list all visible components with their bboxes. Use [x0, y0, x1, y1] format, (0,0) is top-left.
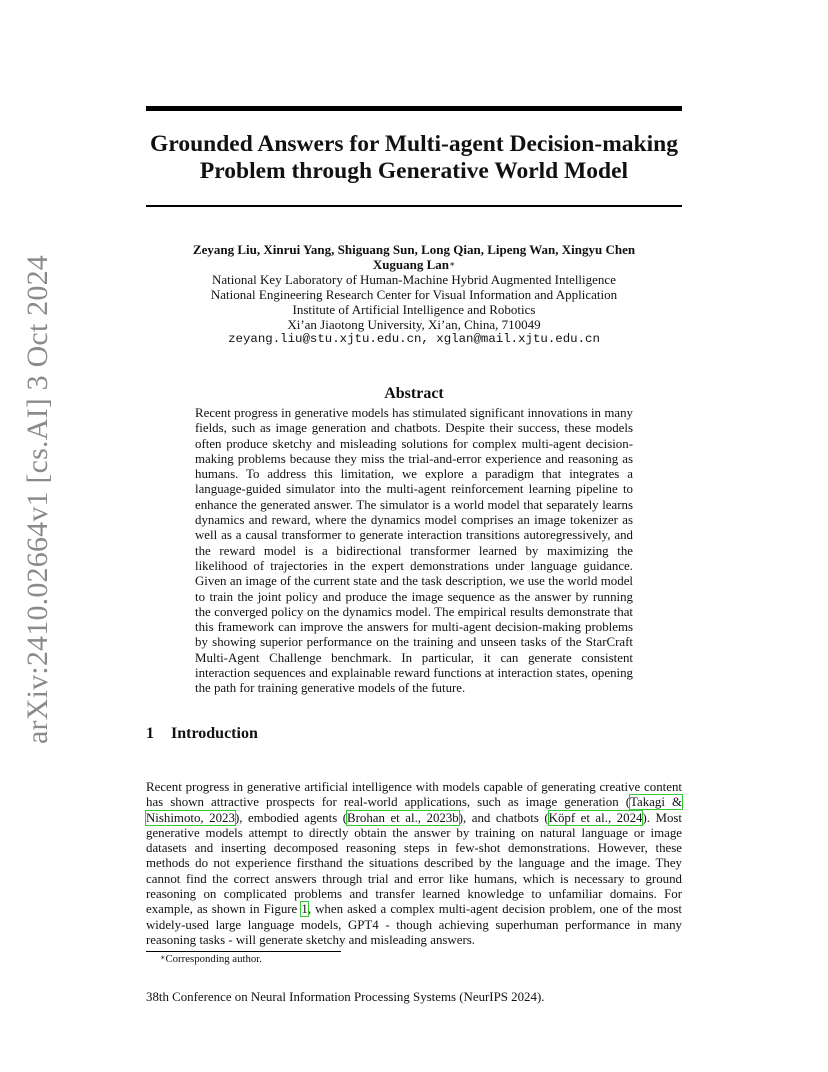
corresponding-author-name: Xuguang Lan	[372, 257, 450, 272]
intro-text-4: ). Most generative models attempt to directly obtain the answer by training on natural language or image datasets and inserting decomposed reasoning steps in few-shot demonstrations. However, these methods do not experience firsthand the situations described by the language and the image. They cannot find the correct answers through trial and error like humans, which is necessary to ground reasoning on complicated problems and transfer learned knowledge to unfamiliar domains. For example, as shown in Figure	[146, 810, 682, 917]
intro-text-5: , when asked a complex multi-agent decision problem, one of the most widely-used large language models, GPT4 - though achieving superhuman performance in many reasoning tasks - will generate sketchy and misleading answers.	[146, 902, 682, 947]
author-block	[146, 242, 682, 347]
author-names-line-1: Zeyang Liu, Xinrui Yang, Shiguang Sun, Long Qian, Lipeng Wan, Xingyu Chen	[192, 242, 636, 257]
title-line-2: Problem through Generative World Model	[199, 158, 629, 184]
title-line-1: Grounded Answers for Multi-agent Decision-making	[150, 131, 678, 157]
introduction-paragraph	[146, 780, 682, 948]
abstract-heading: Abstract	[384, 385, 444, 402]
footnote	[160, 953, 262, 965]
citation-link-brohan[interactable]: Brohan et al., 2023b	[347, 810, 459, 825]
abstract-text: Recent progress in generative models has stimulated significant innovations in many fields, such as image generation and chatbots. Despite their success, these models often produce sketchy and misleading solutions for complex multi-agent decision-making problems because they miss the trial-and-error experience and reasoning as humans. To address this limitation, we explore a paradigm that integrates a language-guided simulator into the multi-agent reinforcement learning pipeline to enhance the generated answer. The simulator is a world model that separately learns dynamics and reward, where the dynamics model comprises an image tokenizer as well as a causal transformer to generate interaction transitions autoregressively, and the reward model is a bidirectional transformer learned by maximizing the likelihood of trajectories in the expert demonstrations under language guidance. Given an image of the current state and the task description, we use the world model to train the joint policy and produce the image sequence as the answer by running the converged policy on the dynamics model. The empirical results demonstrate that this framework can improve the answers for multi-agent decision-making problems by showing superior performance on the training and unseen tasks of the StarCraft Multi-Agent Challenge benchmark. In particular, it can generate consistent interaction sequences and explainable reward functions at interaction states, opening the path for training generative models of the future.	[195, 406, 633, 696]
author-emails[interactable]: zeyang.liu@stu.xjtu.edu.cn, xglan@mail.xjtu.edu.cn	[228, 332, 600, 346]
affiliation-4: Xi’an Jiaotong University, Xi’an, China, 710049	[287, 317, 541, 332]
footnote-rule	[146, 951, 341, 952]
corresponding-author-mark: ∗	[449, 259, 456, 269]
title-top-rule	[146, 106, 682, 111]
section-heading	[146, 725, 258, 743]
paper-title	[146, 131, 682, 185]
intro-text-3: ), and chatbots (	[458, 810, 549, 825]
affiliation-3: Institute of Artificial Intelligence and Robotics	[292, 302, 536, 317]
intro-text-2: ), embodied agents (	[234, 810, 348, 825]
author-names-line-2	[146, 257, 682, 272]
affiliation-1: National Key Laboratory of Human-Machine Hybrid Augmented Intelligence	[212, 272, 616, 287]
citation-link-kopf[interactable]: Köpf et al., 2024	[548, 810, 643, 825]
venue-line: 38th Conference on Neural Information Processing Systems (NeurIPS 2024).	[146, 990, 545, 1004]
footnote-text: Corresponding author.	[165, 953, 262, 965]
title-bottom-rule	[146, 205, 682, 207]
section-title: Introduction	[171, 725, 258, 742]
intro-text-1: Recent progress in generative artificial intelligence with models capable of generating creative content has shown attractive prospects for real-world applications, such as image generation (	[146, 780, 682, 810]
affiliation-2: National Engineering Research Center for Visual Information and Application	[210, 287, 618, 302]
section-number: 1	[146, 725, 154, 742]
footnote-mark: ∗	[160, 953, 166, 962]
figure-ref-link[interactable]: 1	[301, 902, 308, 917]
citation-link-takagi[interactable]: Takagi & Nishimoto, 2023	[146, 795, 682, 825]
arxiv-identifier: arXiv:2410.02664v1 [cs.AI] 3 Oct 2024	[21, 255, 54, 744]
